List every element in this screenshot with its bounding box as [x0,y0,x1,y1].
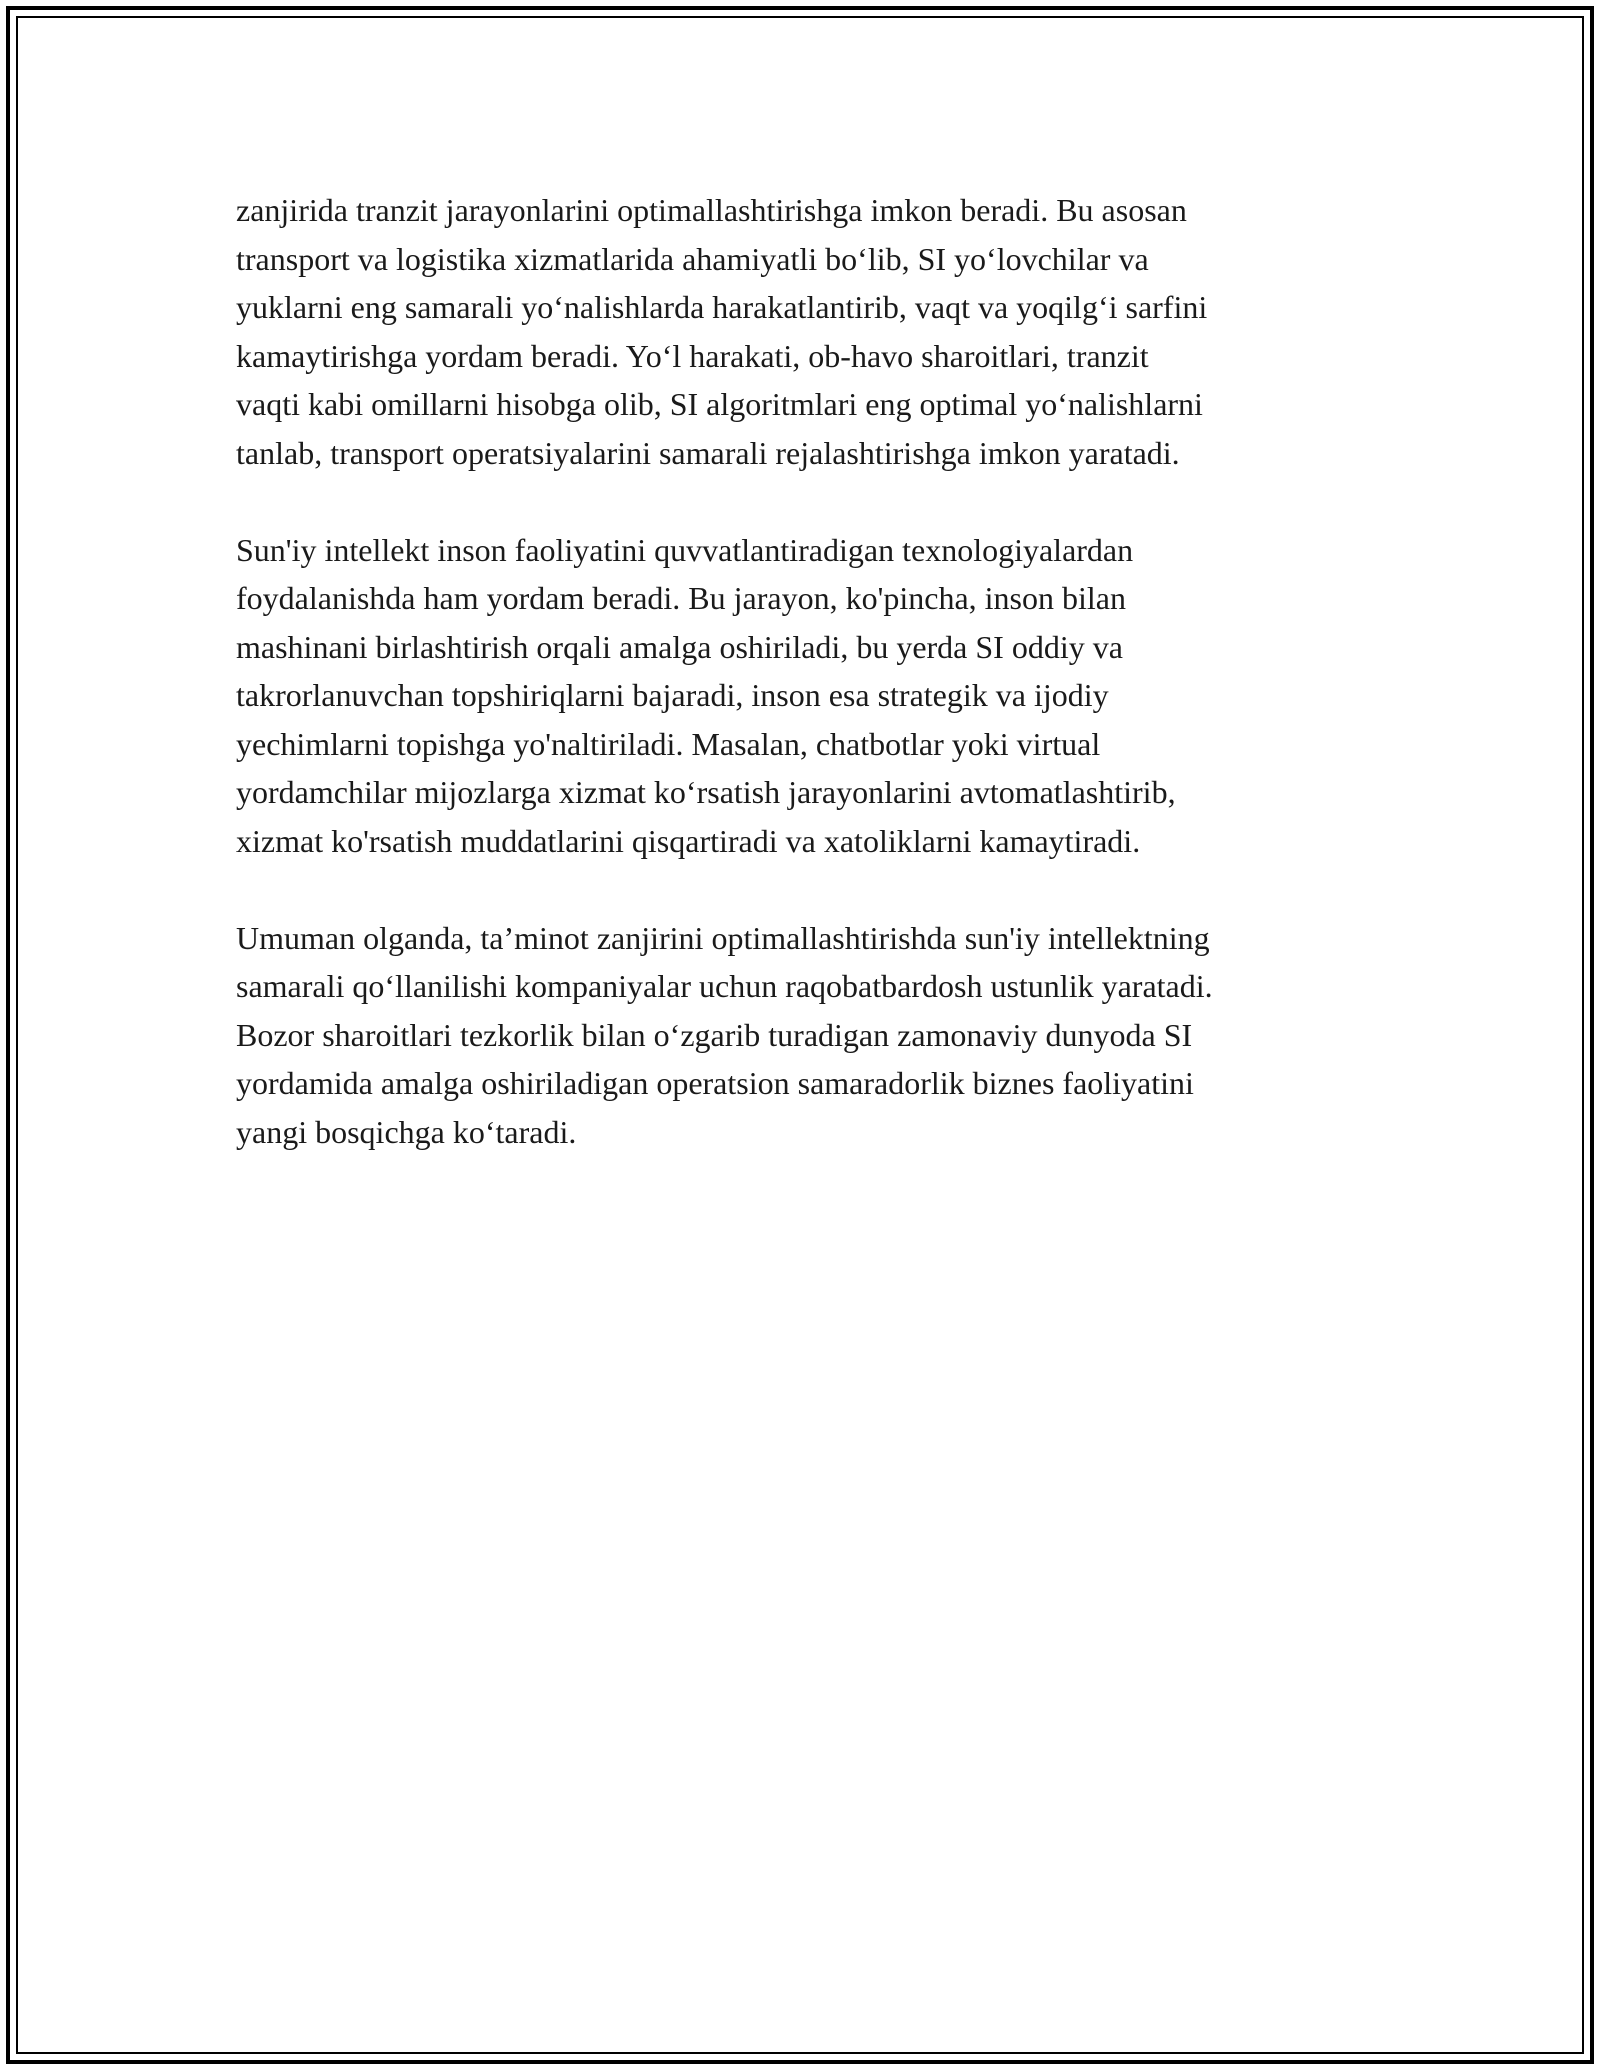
paragraph-2 [236,526,1386,866]
text-line: yordamida amalga oshiriladigan operatsion samaradorlik biznes faoliyatini [236,1065,1194,1101]
text-line: zanjirida tranzit jarayonlarini optimallashtirishga imkon beradi. Bu asosan [236,192,1187,228]
document-body [236,186,1386,1205]
text-line: vaqti kabi omillarni hisobga olib, SI algoritmlari eng optimal yo‘nalishlarni [236,386,1203,422]
text-line: takrorlanuvchan topshiriqlarni bajaradi, inson esa strategik va ijodiy [236,677,1109,713]
text-line: transport va logistika xizmatlarida ahamiyatli bo‘lib, SI yo‘lovchilar va [236,240,1149,277]
text-line: Sun'iy intellekt inson faoliyatini quvvatlantiradigan texnologiyalardan [236,531,1134,568]
paragraph-3 [236,914,1386,1157]
text-line: yangi bosqichga ko‘taradi. [236,1113,577,1150]
text-line: samarali qo‘llanilishi kompaniyalar uchun raqobatbardosh ustunlik yaratadi. [236,968,1213,1004]
text-line: yuklarni eng samarali yo‘nalishlarda harakatlantirib, vaqt va yoqilg‘i sarfini [236,289,1208,325]
text-line: Bozor sharoitlari tezkorlik bilan o‘zgarib turadigan zamonaviy dunyoda SI [236,1016,1193,1053]
text-line: yechimlarni topishga yo'naltiriladi. Masalan, chatbotlar yoki virtual [236,725,1101,762]
text-line: tanlab, transport operatsiyalarini samarali rejalashtirishga imkon yaratadi. [236,434,1180,471]
text-line: Umuman olganda, ta’minot zanjirini optimallashtirishda sun'iy intellektning [236,919,1210,956]
text-line: yordamchilar mijozlarga xizmat ko‘rsatish jarayonlarini avtomatlashtirib, [236,774,1176,810]
text-line: kamaytirishga yordam beradi. Yo‘l harakati, ob-havo sharoitlari, tranzit [236,337,1149,374]
text-line: xizmat ko'rsatish muddatlarini qisqartiradi va xatoliklarni kamaytiradi. [236,822,1141,859]
paragraph-1 [236,186,1386,477]
text-line: foydalanishda ham yordam beradi. Bu jarayon, ko'pincha, inson bilan [236,580,1126,616]
text-line: mashinani birlashtirish orqali amalga oshiriladi, bu yerda SI oddiy va [236,628,1123,665]
